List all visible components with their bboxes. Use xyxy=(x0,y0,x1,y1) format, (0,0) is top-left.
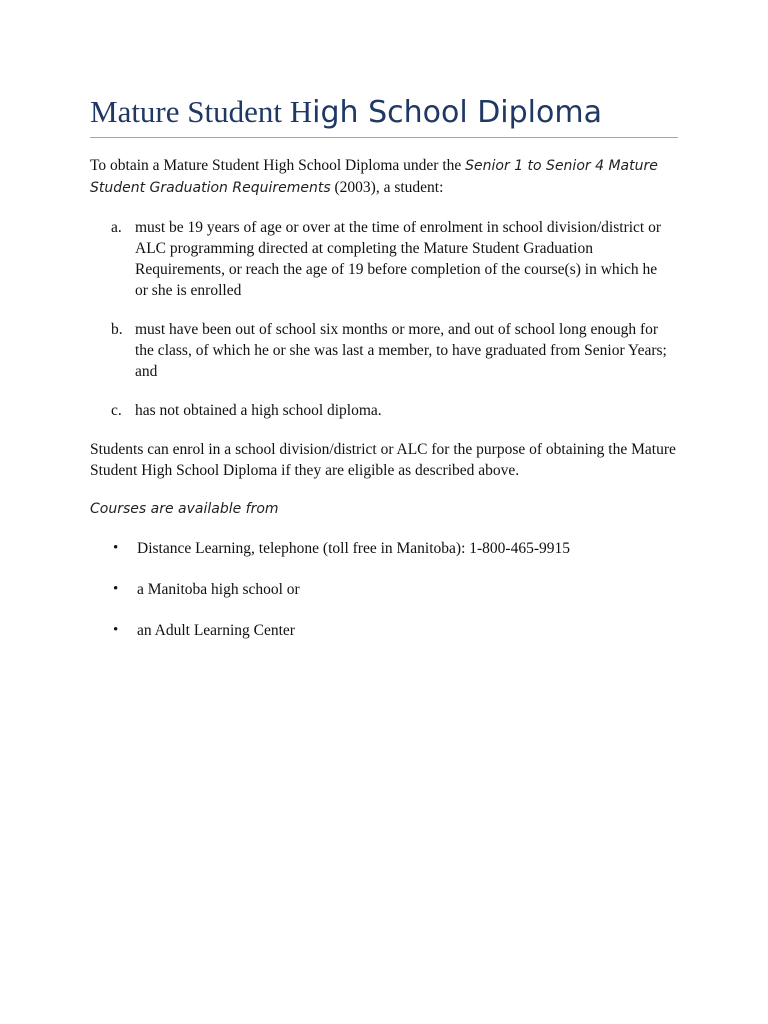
requirement-item-b xyxy=(90,319,678,382)
requirements-list xyxy=(90,217,678,421)
courses-list xyxy=(90,538,678,641)
requirement-text: has not obtained a high school diploma. xyxy=(135,402,382,419)
intro-paragraph xyxy=(90,155,678,199)
course-item-adult-learning-center xyxy=(90,620,678,641)
requirement-text: must have been out of school six months or more, and out of school long enough for the class, of which he or she was last a member, to have graduated from Senior Years; and xyxy=(135,321,667,380)
intro-tail: (2003), a student: xyxy=(330,179,444,196)
bullet-icon: • xyxy=(113,540,119,556)
requirement-marker: b. xyxy=(111,321,123,338)
requirement-item-a xyxy=(90,217,678,301)
intro-document-title: Senior 1 to Senior 4 Mature Student Graduation Requirements xyxy=(90,158,658,196)
eligibility-note: Students can enrol in a school division/district or ALC for the purpose of obtaining the Mature Student High School Diploma if they are eligible as described above. xyxy=(90,441,676,479)
course-item-distance-learning xyxy=(90,538,678,559)
course-item-text: Distance Learning, telephone (toll free in Manitoba): 1-800-465-9915 xyxy=(137,540,571,557)
requirement-marker: a. xyxy=(111,219,122,236)
requirement-item-c xyxy=(90,400,678,421)
title-underline xyxy=(90,137,678,138)
course-item-high-school xyxy=(90,579,678,600)
bullet-icon: • xyxy=(113,581,119,597)
requirement-text: must be 19 years of age or over at the time of enrolment in school division/district or ALC programming directed at completing the Mature Student Graduation Requirements, or reach the age of 19 before completion of the course(s) in which he or she is enrolled xyxy=(135,219,662,299)
requirement-marker: c. xyxy=(111,402,122,419)
page-title xyxy=(90,90,678,135)
course-item-text: a Manitoba high school or xyxy=(137,581,300,598)
page-title-part-1: Mature Student H xyxy=(90,94,313,129)
page-title-part-2: igh School Diploma xyxy=(312,95,602,130)
bullet-icon: • xyxy=(113,622,119,638)
course-item-text: an Adult Learning Center xyxy=(137,622,295,639)
courses-heading: Courses are available from xyxy=(90,501,279,517)
intro-lead: To obtain a Mature Student High School Diploma under the xyxy=(90,157,466,174)
